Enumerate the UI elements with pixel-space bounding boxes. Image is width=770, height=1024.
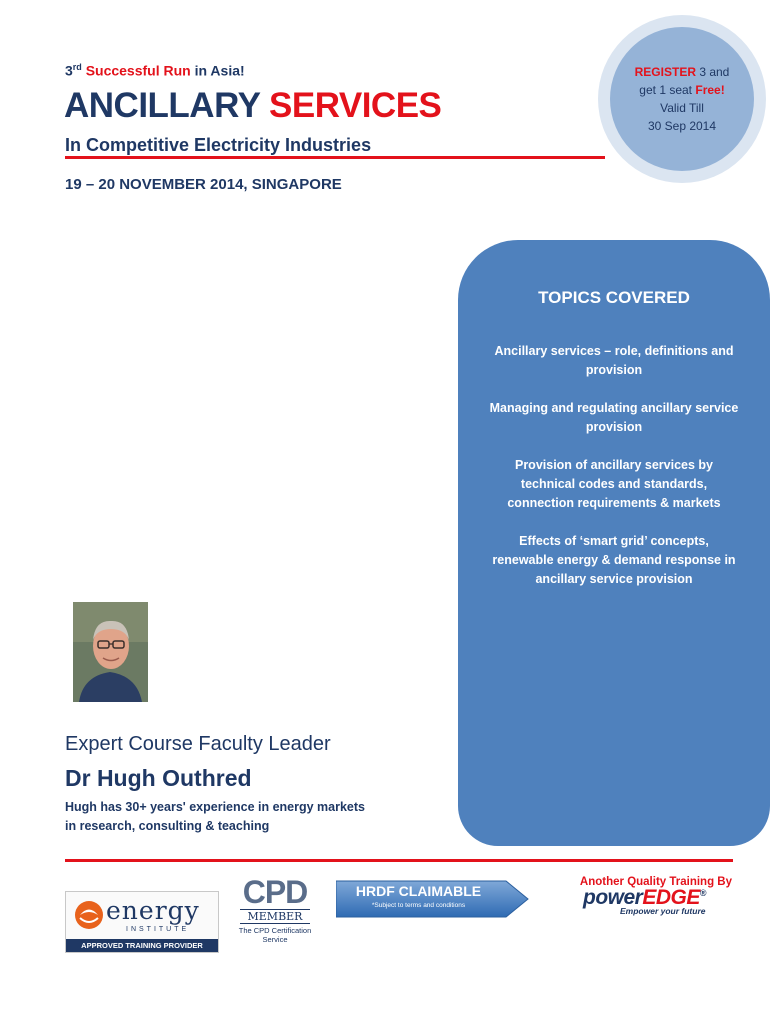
energy-institute-logo [65,891,219,953]
cpd-letters: CPD [242,874,308,910]
event-dates: 19 – 20 NOVEMBER 2014, SINGAPORE [65,176,342,193]
badge-seat-text: get 1 seat [639,83,693,97]
topic-item: Provision of ancillary services by technical codes and standards, connection requirements & markets [507,458,721,510]
badge-valid-till: Valid Till [660,101,704,115]
run-superscript: rd [72,62,82,72]
topic-item: Managing and regulating ancillary service provision [489,401,739,434]
portrait-image [73,602,148,702]
cpd-member-logo [230,875,320,955]
badge-free-text: Free! [695,83,725,97]
approved-provider-band: APPROVED TRAINING PROVIDER [66,939,218,952]
run-tagline [65,62,245,79]
topics-title: TOPICS COVERED [538,288,690,307]
poweredge-slogan: Empower your future [620,906,706,916]
run-number: 3 [65,62,73,79]
page-title [64,86,441,126]
energy-swirl-icon [72,898,106,932]
faculty-bio: Hugh has 30+ years' experience in energy markets in research, consulting & teaching [65,800,365,833]
page-subtitle: In Competitive Electricity Industries [65,135,372,155]
badge-line-2 [610,81,754,99]
topic-item: Ancillary services – role, definitions and provision [494,344,734,377]
cpd-member-label: MEMBER [240,909,310,924]
faculty-role: Expert Course Faculty Leader [65,733,331,755]
institute-word: INSTITUTE [126,926,190,933]
logo-power-word: power [583,886,643,909]
topics-panel [458,240,770,846]
faculty-name: Dr Hugh Outhred [65,765,252,791]
run-highlight: Successful Run [85,62,191,79]
badge-line-1 [610,63,754,81]
badge-register-rest: 3 and [699,65,730,79]
cpd-service-label: The CPD Certification Service [238,926,312,944]
registered-mark: ® [699,888,706,898]
badge-deadline: 30 Sep 2014 [647,119,717,133]
topic-item: Effects of ‘smart grid’ concepts, renewable energy & demand response in ancillary service provision [492,534,736,586]
hrdf-claimable-banner [336,879,530,919]
title-divider [65,156,605,159]
register-badge[interactable] [610,27,754,171]
poweredge-tagline: Another Quality Training By [579,876,732,888]
title-part-2: SERVICES [269,86,442,125]
badge-register-word: REGISTER [634,65,696,79]
hrdf-label: HRDF CLAIMABLE [355,883,482,899]
energy-word: energy [106,896,200,925]
title-part-1: ANCILLARY [64,86,260,125]
hrdf-note: *Subject to terms and conditions [371,902,466,909]
run-suffix: in Asia! [194,62,245,79]
footer-divider [65,859,733,862]
logo-edge-word: EDGE [642,886,700,909]
faculty-photo [73,602,148,702]
